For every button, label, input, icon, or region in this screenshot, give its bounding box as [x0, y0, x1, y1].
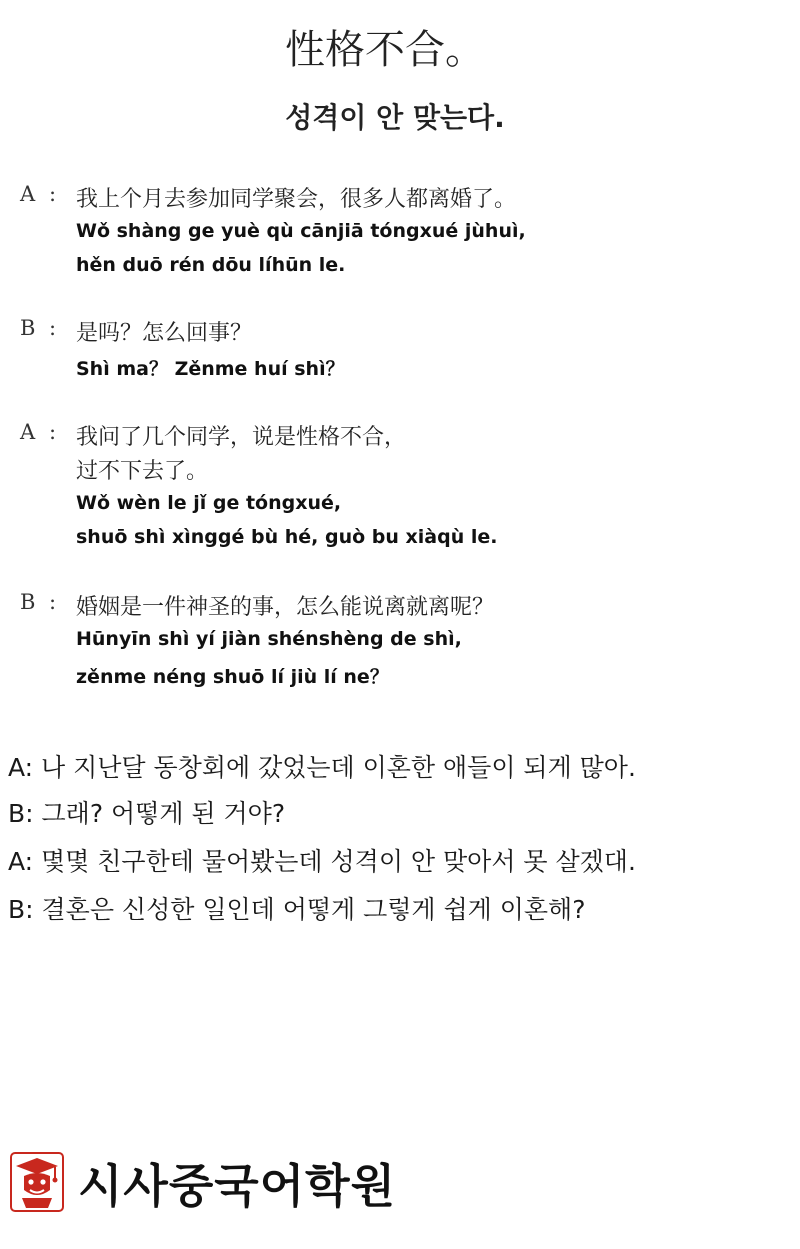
pinyin-line: Hūnyīn shì yí jiàn shénshèng de shì,	[76, 628, 462, 650]
speaker-colon: :	[49, 420, 57, 444]
chinese-line: 我上个月去参加同学聚会，很多人都离婚了。	[76, 187, 517, 212]
translation-line: B: 결혼은 신성한 일인데 어떻게 그렇게 쉽게 이혼해?	[8, 895, 586, 924]
korean-title: 성격이 안 맞는다.	[285, 101, 505, 134]
academy-logo	[10, 1148, 430, 1218]
chinese-line: 婚姻是一件神圣的事，怎么能说离就离呢？	[76, 595, 495, 620]
pinyin-line: zěnme néng shuō lí jiù lí ne？	[76, 666, 389, 688]
chinese-line: 我问了几个同学，说是性格不合，	[76, 425, 407, 450]
pinyin-line: Shì ma？ Zěnme huí shì？	[76, 358, 345, 380]
pinyin-line: hěn duō rén dōu líhūn le.	[76, 254, 346, 276]
speaker-label: A	[20, 420, 36, 444]
chinese-title: 性格不合。	[285, 27, 485, 73]
chinese-line: 是吗？怎么回事？	[76, 321, 253, 346]
translation-line: A: 나 지난달 동창회에 갔었는데 이혼한 애들이 되게 많아.	[8, 753, 636, 782]
speaker-colon: :	[49, 182, 57, 206]
pinyin-line: shuō shì xìnggé bù hé, guò bu xiàqù le.	[76, 526, 498, 548]
speaker-label: B	[20, 316, 36, 340]
academy-name: 시사중국어학원	[78, 1159, 397, 1213]
speaker-colon: :	[49, 316, 57, 340]
speaker-colon: :	[49, 590, 57, 614]
speaker-label: A	[20, 182, 36, 206]
chinese-line: 过不下去了。	[76, 459, 209, 484]
pinyin-line: Wǒ shàng ge yuè qù cānjiā tóngxué jùhuì,	[76, 220, 526, 242]
pinyin-line: Wǒ wèn le jǐ ge tóngxué,	[76, 492, 342, 514]
translation-line: B: 그래? 어떻게 된 거야?	[8, 799, 286, 828]
translation-line: A: 몇몇 친구한테 물어봤는데 성격이 안 맞아서 못 살겠대.	[8, 847, 636, 876]
academy-mascot-icon	[10, 1152, 64, 1212]
speaker-label: B	[20, 590, 36, 614]
